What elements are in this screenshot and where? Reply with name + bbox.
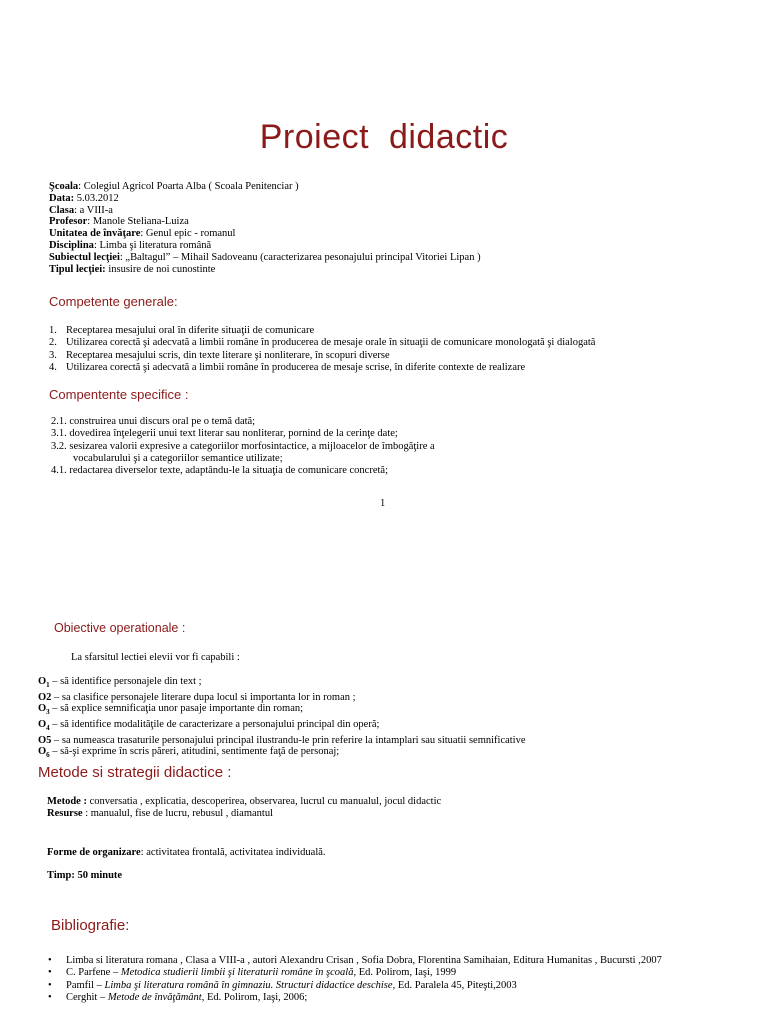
list-item: • Pamfil – Limba şi literatura română în gimnaziu. Structuri didactice deschise, Ed. Paralela 45, Piteşti,2003 <box>48 979 517 991</box>
bullet-icon: • <box>48 955 52 966</box>
list-item: $O_1$ – să identifice personajele din text ; <box>38 676 202 690</box>
timp-line: Timp: 50 minute <box>47 870 123 881</box>
competente-specifice-list <box>51 416 435 477</box>
list-item: • C. Parfene – Metodica studierii limbii şi literaturii române în şcoală, Ed. Polirom, Iaşi, 1999 <box>48 967 457 979</box>
list-item: 3.2. sesizarea valorii expresive a categoriilor morfosintactice, a mijloacelor de îmbogăţire a <box>51 440 435 452</box>
info-profesor: Profesor: Manole Steliana-Luiza <box>49 216 189 228</box>
metode-block <box>47 796 441 820</box>
list-item: O5 – sa numeasca trasaturile personajului principal ilustrandu-le prin referire la intamplari sau situatii semnificative <box>38 734 526 746</box>
info-data: Data: 5.03.2012 <box>49 192 119 204</box>
info-subiectul: Subiectul lecţiei: „Baltagul” – Mihail Sadoveanu (caracterizarea pesonajului principal Vitoriei Lipan ) <box>49 251 481 263</box>
info-tipul: Tipul lecţiei: insusire de noi cunostinte <box>49 263 216 275</box>
competente-generale-list <box>49 325 595 374</box>
list-item: 1. Receptarea mesajului oral în diferite situaţii de comunicare <box>49 325 315 336</box>
forme-organizare-line: Forme de organizare: activitatea frontală, activitatea individuală. <box>47 847 326 858</box>
info-clasa: Clasa: a VIII-a <box>49 204 113 216</box>
page-title: Proiect didactic <box>259 118 509 156</box>
obiective-heading: Obiective operationale : <box>54 621 186 635</box>
list-item: 4.1. redactarea diverselor texte, adaptându-le la situaţia de comunicare concretă; <box>51 465 388 477</box>
metode-line: Metode : conversatia , explicatia, descoperirea, observarea, lucrul cu manualul, jocul didactic <box>47 796 442 807</box>
list-item: $O_3$ – să explice semnificaţia unor pasaje importante din roman; <box>38 703 304 717</box>
bullet-icon: • <box>48 979 52 991</box>
list-item: 2.1. construirea unui discurs oral pe o temă dată; <box>51 416 256 427</box>
resurse-line: Resurse : manualul, fise de lucru, rebusul , diamantul <box>47 808 273 819</box>
list-item: vocabularului şi a categoriilor semantice utilizate; <box>73 452 283 464</box>
obiective-intro: La sfarsitul lectiei elevii vor fi capabili : <box>71 652 240 663</box>
info-scoala: Şcoala: Colegiul Agricol Poarta Alba ( Scoala Penitenciar ) <box>49 181 299 192</box>
bullet-icon: • <box>48 967 52 979</box>
list-item: • Limba si literatura romana , Clasa a VIII-a , autori Alexandru Crisan , Sofia Dobra, Florentina Samihaian, Editura Humanitas , Bucursti ,2007 <box>48 955 662 966</box>
list-item: 3. Receptarea mesajului scris, din texte literare şi nonliterare, în scopuri diverse <box>49 349 390 361</box>
list-item: $O_4$ – să identifice modalităţile de caracterizare a personajului principal din operă; <box>38 718 380 733</box>
page-number: 1 <box>380 498 386 509</box>
bibliografie-list <box>48 955 662 1005</box>
info-unitatea: Unitatea de învăţare: Genul epic - romanul <box>49 228 236 240</box>
lesson-info <box>49 181 481 275</box>
list-item: 4. Utilizarea corectă şi adecvată a limbii române în producerea de mesaje scrise, în diferite contexte de realizare <box>49 361 526 373</box>
bullet-icon: • <box>48 992 52 1004</box>
competente-specifice-heading: Compentente specifice : <box>49 387 189 402</box>
list-item: $O_6$ – să-şi exprime în scris păreri, atitudini, sentimente faţă de personaj; <box>38 746 340 760</box>
info-disciplina: Disciplina: Limba şi literatura română <box>49 239 212 251</box>
metode-heading: Metode si strategii didactice : <box>38 764 232 781</box>
list-item: • Cerghit – Metode de învăţământ, Ed. Polirom, Iaşi, 2006; <box>48 992 308 1004</box>
list-item: 3.1. dovedirea înţelegerii unui text literar sau nonliterar, pornind de la cerinţe date; <box>51 428 398 440</box>
obiective-list <box>38 676 526 762</box>
competente-generale-heading: Competente generale: <box>49 294 178 309</box>
list-item: O2 – sa clasifice personajele literare dupa locul si importanta lor in roman ; <box>38 691 356 703</box>
list-item: 2. Utilizarea corectă şi adecvată a limbii române în producerea de mesaje orale în situaţii de comunicare monologată şi dialogată <box>49 337 596 349</box>
bibliografie-heading: Bibliografie: <box>51 917 130 934</box>
